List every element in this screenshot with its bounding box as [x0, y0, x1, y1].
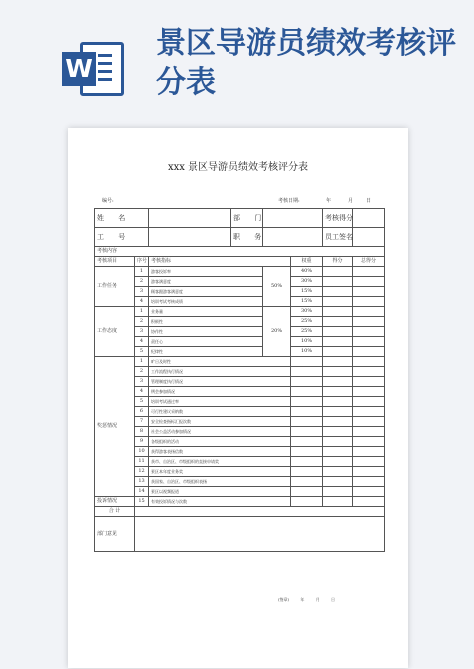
score-cell[interactable] [323, 387, 353, 397]
table-row [95, 317, 385, 327]
total-cell[interactable] [353, 337, 385, 347]
meta-year: 年 [326, 198, 332, 204]
indicator-weight[interactable] [291, 367, 323, 377]
indicator-weight: 10% [291, 337, 323, 347]
indicator-weight[interactable] [291, 457, 323, 467]
sign-day: 日 [330, 597, 335, 602]
row-number: 2 [135, 317, 149, 327]
row-number: 3 [135, 327, 149, 337]
score-cell[interactable] [323, 367, 353, 377]
row-number: 13 [135, 477, 149, 487]
col-item: 考核项目 [95, 257, 135, 267]
indicator-weight: 15% [291, 287, 323, 297]
indicator-text: 工作流程执行情况 [149, 367, 291, 377]
indicator-weight[interactable] [291, 487, 323, 497]
total-value[interactable] [135, 507, 385, 517]
score-cell[interactable] [323, 497, 353, 507]
total-cell[interactable] [353, 297, 385, 307]
row-number: 8 [135, 427, 149, 437]
total-cell[interactable] [353, 467, 385, 477]
indicator-weight[interactable] [291, 447, 323, 457]
table-row [95, 387, 385, 397]
section-name: 奖惩情况 [95, 357, 135, 497]
indicator-text: 纪律性 [149, 347, 263, 357]
indicator-text: 责任心 [149, 337, 263, 347]
indicator-text: 协作性 [149, 327, 263, 337]
indicator-text: 管理制度执行情况 [149, 377, 291, 387]
total-cell[interactable] [353, 377, 385, 387]
indicator-weight[interactable] [291, 387, 323, 397]
indicator-weight: 30% [291, 277, 323, 287]
document-title: xxx 景区导游员绩效考核评分表 [167, 162, 309, 173]
table-row [95, 337, 385, 347]
indicator-text: 景区本年度业务奖 [149, 467, 291, 477]
indicator-weight[interactable] [291, 397, 323, 407]
total-cell[interactable] [353, 367, 385, 377]
score-cell[interactable] [323, 487, 353, 497]
indicator-weight[interactable] [291, 417, 323, 427]
meta-month: 月 [348, 198, 354, 204]
document-page [68, 128, 408, 668]
total-cell[interactable] [353, 457, 385, 467]
dept-label: 部 门 [231, 209, 263, 228]
total-cell[interactable] [353, 487, 385, 497]
row-number: 1 [135, 357, 149, 367]
score-cell[interactable] [323, 267, 353, 277]
table-row [95, 377, 385, 387]
score-cell[interactable] [323, 327, 353, 337]
section-weight: 20% [263, 307, 291, 357]
row-number: 9 [135, 437, 149, 447]
total-row [95, 507, 385, 517]
col-score: 得分 [323, 257, 353, 267]
banner [0, 0, 474, 118]
signature-label: 员工签名 [323, 228, 353, 247]
row-number: 1 [135, 267, 149, 277]
position-value[interactable] [263, 228, 323, 247]
table-row [95, 417, 385, 427]
header-row-1 [95, 209, 385, 228]
dept-opinion-label: 部门意见 [95, 517, 135, 552]
indicator-weight[interactable] [291, 477, 323, 487]
total-cell[interactable] [353, 447, 385, 457]
indicator-weight: 15% [291, 297, 323, 307]
row-number: 2 [135, 277, 149, 287]
indicator-weight[interactable] [291, 467, 323, 477]
total-cell[interactable] [353, 287, 385, 297]
score-cell[interactable] [323, 477, 353, 487]
indicator-text: 获得游客表扬信数 [149, 447, 291, 457]
table-row [95, 467, 385, 477]
row-number: 4 [135, 337, 149, 347]
table-row [95, 367, 385, 377]
total-cell[interactable] [353, 387, 385, 397]
row-number: 14 [135, 487, 149, 497]
job-number-label: 工 号 [95, 228, 149, 247]
section-weight: 50% [263, 267, 291, 307]
indicator-text: 业务量 [149, 307, 263, 317]
job-number-value[interactable] [149, 228, 231, 247]
indicator-text: 游客满意度 [149, 277, 263, 287]
sign-line [278, 597, 335, 603]
score-cell[interactable] [323, 337, 353, 347]
row-number: 4 [135, 297, 149, 307]
total-cell[interactable] [353, 267, 385, 277]
indicator-text: 游客投诉率 [149, 267, 263, 277]
dept-value[interactable] [263, 209, 323, 228]
table-row [95, 297, 385, 307]
header-row-2 [95, 228, 385, 247]
signature-value[interactable] [353, 228, 385, 247]
indicator-text: 社会公益活动参加情况 [149, 427, 291, 437]
row-number: 3 [135, 377, 149, 387]
total-cell[interactable] [353, 407, 385, 417]
indicator-text: 培训考试考核成绩 [149, 297, 263, 307]
row-number: 4 [135, 387, 149, 397]
meta-number: 编号: [102, 198, 114, 204]
score-cell[interactable] [323, 377, 353, 387]
indicator-text: 获国家、自治区、市级组织表扬 [149, 477, 291, 487]
indicator-weight: 25% [291, 317, 323, 327]
table-row [95, 357, 385, 367]
score-cell[interactable] [323, 407, 353, 417]
table-row [95, 307, 385, 317]
indicator-weight[interactable] [291, 427, 323, 437]
indicator-text: 各级组织的活动 [149, 437, 291, 447]
indicator-text: 旷日及时性 [149, 357, 291, 367]
row-number: 1 [135, 307, 149, 317]
score-value[interactable] [353, 209, 385, 228]
table-row [95, 457, 385, 467]
total-cell[interactable] [353, 497, 385, 507]
table-row [95, 277, 385, 287]
row-number: 12 [135, 467, 149, 477]
indicator-text: 景区以视频报道 [149, 487, 291, 497]
sign-month: 月 [315, 597, 320, 602]
complaints-row [95, 497, 385, 507]
indicator-text: 培训考试通过率 [149, 397, 291, 407]
score-cell[interactable] [323, 357, 353, 367]
total-cell[interactable] [353, 307, 385, 317]
table-row [95, 347, 385, 357]
evaluation-table [94, 208, 385, 552]
total-cell[interactable] [353, 327, 385, 337]
total-cell[interactable] [353, 437, 385, 447]
row-number: 10 [135, 447, 149, 457]
score-cell[interactable] [323, 287, 353, 297]
score-cell[interactable] [323, 297, 353, 307]
col-total: 总得分 [353, 257, 385, 267]
row-number: 3 [135, 287, 149, 297]
row-number: 2 [135, 367, 149, 377]
score-cell[interactable] [323, 447, 353, 457]
indicator-weight[interactable] [291, 437, 323, 447]
indicator-weight: 10% [291, 347, 323, 357]
row-number: 15 [135, 497, 149, 507]
table-row [95, 447, 385, 457]
col-indicator: 考核指标 [149, 257, 291, 267]
row-number: 6 [135, 407, 149, 417]
indicator-text: 可行性建议采纳数 [149, 407, 291, 417]
name-value[interactable] [149, 209, 231, 228]
dept-opinion-row [95, 517, 385, 552]
meta-period: 考核日期: [278, 198, 300, 204]
table-row [95, 427, 385, 437]
table-row [95, 477, 385, 487]
table-row [95, 287, 385, 297]
col-no: 序号 [135, 257, 149, 267]
section-name: 工作态度 [95, 307, 135, 357]
score-cell[interactable] [323, 427, 353, 437]
indicator-weight[interactable] [291, 377, 323, 387]
table-row [95, 327, 385, 337]
score-cell[interactable] [323, 417, 353, 427]
table-row [95, 397, 385, 407]
total-cell[interactable] [353, 477, 385, 487]
dept-opinion-value[interactable] [135, 517, 385, 552]
sign-year: 年 [300, 597, 305, 602]
score-cell[interactable] [323, 277, 353, 287]
indicator-text: 例会参加情况 [149, 387, 291, 397]
indicator-weight: 40% [291, 267, 323, 277]
total-label: 合 计 [95, 507, 135, 517]
score-cell[interactable] [323, 347, 353, 357]
score-label: 考核得分 [323, 209, 353, 228]
total-cell[interactable] [353, 397, 385, 407]
word-icon [62, 38, 126, 100]
indicator-text: 安全检查指标汇报次数 [149, 417, 291, 427]
sign-label: (签章) [278, 597, 290, 602]
name-label: 姓 名 [95, 209, 149, 228]
complaints-label: 投诉情况 [95, 497, 135, 507]
table-row [95, 437, 385, 447]
indicator-weight[interactable] [291, 357, 323, 367]
position-label: 职 务 [231, 228, 263, 247]
table-row [95, 407, 385, 417]
score-cell[interactable] [323, 457, 353, 467]
content-row [95, 247, 385, 257]
row-number: 5 [135, 397, 149, 407]
word-logo-letter: W [62, 52, 96, 86]
content-label: 考核内容 [95, 247, 385, 257]
row-number: 7 [135, 417, 149, 427]
indicator-weight: 25% [291, 327, 323, 337]
table-row [95, 267, 385, 277]
banner-title: 景区导游员绩效考核评分表 [156, 26, 456, 100]
column-header-row [95, 257, 385, 267]
indicator-weight: 30% [291, 307, 323, 317]
total-cell[interactable] [353, 417, 385, 427]
indicator-text: 顾客跟游客满意度 [149, 287, 263, 297]
score-cell[interactable] [323, 437, 353, 447]
indicator-text: 积极性 [149, 317, 263, 327]
meta-day: 日 [366, 198, 372, 204]
score-cell[interactable] [323, 317, 353, 327]
indicator-text: 有效投诉情况与次数 [149, 497, 291, 507]
row-number: 5 [135, 347, 149, 357]
total-cell[interactable] [353, 357, 385, 367]
total-cell[interactable] [353, 277, 385, 287]
section-name: 工作任务 [95, 267, 135, 307]
indicator-weight[interactable] [291, 497, 323, 507]
indicator-weight[interactable] [291, 407, 323, 417]
score-cell[interactable] [323, 397, 353, 407]
total-cell[interactable] [353, 427, 385, 437]
indicator-text: 获市、自治区、市级组织的直接申请奖 [149, 457, 291, 467]
col-weight: 权重 [291, 257, 323, 267]
score-cell[interactable] [323, 467, 353, 477]
table-row [95, 487, 385, 497]
total-cell[interactable] [353, 317, 385, 327]
score-cell[interactable] [323, 307, 353, 317]
total-cell[interactable] [353, 347, 385, 357]
row-number: 11 [135, 457, 149, 467]
